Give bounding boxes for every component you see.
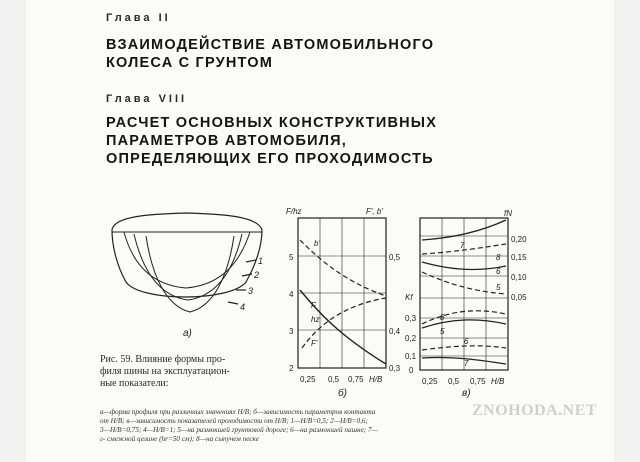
chapter-2-title-line: КОЛЕСА С ГРУНТОМ (106, 55, 273, 71)
curve-b-prime (300, 240, 386, 296)
caption-line: филя шины на эксплуатацион- (100, 366, 230, 377)
curve-label-F-prime: F' (311, 339, 318, 348)
v-left-tick: 0,2 (405, 334, 417, 343)
x-tick: 0,5 (328, 375, 340, 384)
chapter-2-label: Глава II (106, 12, 171, 24)
lower-curve-number-6: 6 (464, 337, 469, 346)
tire-profile-3 (134, 234, 242, 300)
figure-legend (100, 408, 500, 444)
figure-v-left-axis-title: Kf (405, 293, 413, 302)
v-right-tick: 0,15 (511, 253, 527, 262)
chapter-8-title-line: ПАРАМЕТРОВ АВТОМОБИЛЯ, (106, 133, 348, 149)
tire-profile-4 (146, 236, 234, 312)
y-left-tick: 3 (289, 327, 294, 336)
upper-curve-number-5: 5 (496, 283, 501, 292)
curve-label-F: F (311, 301, 316, 310)
x-tick: 0,25 (300, 375, 316, 384)
y-left-tick: 2 (289, 364, 294, 373)
y-left-tick: 4 (289, 290, 294, 299)
figure-a-label: а) (183, 328, 192, 339)
v-right-tick: 0,20 (511, 235, 527, 244)
y-left-tick: 5 (289, 253, 294, 262)
watermark: ZNOHODA.NET (472, 402, 598, 419)
chapter-8-title-line: ОПРЕДЕЛЯЮЩИХ ЕГО ПРОХОДИМОСТЬ (106, 151, 434, 167)
v-left-tick: 0 (409, 366, 414, 375)
v-right-tick: 0,10 (511, 273, 527, 282)
curve-label-b: b' (314, 239, 320, 248)
upper-curve-number-8: 8 (496, 253, 501, 262)
upper-curve-number-7: 7 (460, 241, 465, 250)
figure-v-label: в) (462, 388, 471, 399)
v-left-tick: 0,1 (405, 352, 417, 361)
figure-a-tire-profiles (112, 213, 262, 312)
lower-curve-number-7: 7 (464, 359, 469, 368)
caption-line: Рис. 59. Влияние формы про- (100, 354, 226, 365)
v-right-tick: 0,05 (511, 293, 527, 302)
lower-curve-number-5: 5 (440, 327, 445, 336)
legend-line: 3—H/B=0,75; 4—H/B=1; 5—на размокшей грунтовой дороге; 6—на размокшей пашне; 7— (100, 426, 378, 434)
legend-line: от H/B; в—зависимость показателей проходимости от H/B; 1—H/B=0,5; 2—H/B=0,6; (100, 417, 368, 425)
profile-number-1: 1 (258, 256, 264, 266)
curve-label-hz: hz (311, 315, 320, 324)
x-tick: 0,75 (348, 375, 364, 384)
chapter-2-title-line: ВЗАИМОДЕЙСТВИЕ АВТОМОБИЛЬНОГО (106, 37, 435, 53)
v-x-tick: 0,25 (422, 377, 438, 386)
x-axis-label: H/B (369, 375, 383, 384)
lower-curve-number-8: 8 (440, 313, 445, 322)
chapter-8-label: Глава VIII (106, 93, 188, 105)
y-right-tick: 0,3 (389, 364, 401, 373)
profile-number-2: 2 (254, 270, 260, 280)
tire-profile-2 (124, 232, 250, 288)
legend-line: а—форма профиля при различных значениях H/B; б—зависимость параметров контакта (100, 408, 376, 416)
figure-b-left-axis-title: F/hz (286, 207, 302, 216)
caption-line: ные показатели: (100, 378, 169, 389)
figure-b-right-axis-title: F', b' (366, 207, 383, 216)
y-right-tick: 0,4 (389, 327, 401, 336)
chapter-8-title-line: РАСЧЕТ ОСНОВНЫХ КОНСТРУКТИВНЫХ (106, 115, 438, 131)
v-left-tick: 0,3 (405, 314, 417, 323)
v-x-axis-label: H/B (491, 377, 505, 386)
legend-line: г- смежной целине (hr=50 см); 8—на сыпучем песке (100, 435, 259, 443)
figure-v-top-axis-title: fN (504, 209, 512, 218)
profile-number-3: 3 (248, 286, 254, 296)
v-x-tick: 0,75 (470, 377, 486, 386)
v-x-tick: 0,5 (448, 377, 460, 386)
upper-curve-number-6: 6 (496, 267, 501, 276)
y-right-tick: 0,5 (389, 253, 401, 262)
figure-b-label: б) (338, 388, 347, 399)
figure-caption (100, 354, 284, 390)
profile-number-4: 4 (240, 302, 246, 312)
